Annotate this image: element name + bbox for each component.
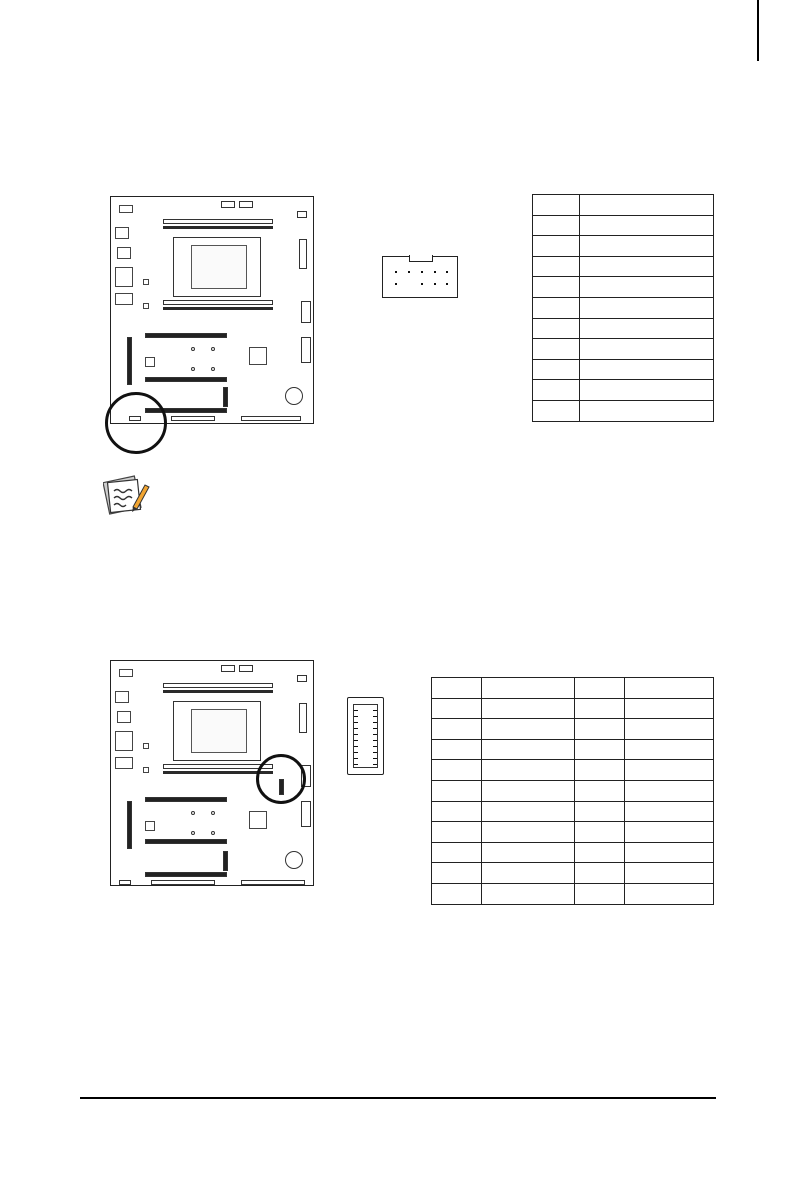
io-port (115, 757, 133, 769)
pin-number-cell (432, 698, 482, 719)
pin-definition-cell (580, 380, 714, 401)
highlight-circle-2 (256, 754, 306, 804)
pin (373, 716, 377, 717)
io-port (115, 731, 133, 751)
table-row (533, 339, 714, 360)
pin-definition-cell (625, 719, 714, 740)
pin (373, 764, 377, 765)
component (145, 821, 155, 831)
pin (373, 746, 377, 747)
connector-2x5-diagram (382, 256, 458, 298)
power-header (221, 201, 235, 208)
pcie-slot (145, 377, 227, 382)
io-port (119, 205, 133, 213)
io-port (115, 267, 133, 287)
table-row (533, 297, 714, 318)
pin-definition-cell (482, 801, 575, 822)
pin (395, 271, 397, 273)
pin-definition-cell (580, 256, 714, 277)
front-headers (241, 416, 301, 421)
table-row (432, 822, 714, 843)
highlight-circle-1 (105, 392, 167, 454)
header (119, 880, 131, 885)
table-row (432, 863, 714, 884)
sata-connector (301, 337, 311, 363)
pin-number-cell (575, 760, 625, 781)
io-port (119, 669, 133, 677)
table-row (432, 719, 714, 740)
pin (434, 283, 436, 285)
pin-number-cell (575, 842, 625, 863)
table-row (432, 801, 714, 822)
pin (354, 728, 358, 729)
pin (373, 710, 377, 711)
table-row (533, 215, 714, 236)
atx-power-connector (299, 703, 307, 733)
pin-definition-table-1 (532, 194, 714, 422)
sata-connector (301, 301, 311, 323)
standoff (211, 367, 215, 371)
pin-number-cell (432, 780, 482, 801)
component (143, 767, 149, 773)
pin-definition-cell (625, 698, 714, 719)
pin (421, 271, 423, 273)
m2-slot (127, 801, 132, 849)
pin-definition-cell (580, 215, 714, 236)
pin-definition-cell (580, 359, 714, 380)
dimm-slot (163, 764, 273, 769)
table-row (533, 256, 714, 277)
pin (446, 283, 448, 285)
note-pencil-icon (103, 473, 151, 517)
pin-definition-cell (482, 883, 575, 904)
m2-slot (223, 387, 228, 407)
pin (421, 283, 423, 285)
standoff (211, 347, 215, 351)
atx-power-connector (299, 239, 307, 269)
standoff (191, 831, 195, 835)
pin-number-cell (575, 698, 625, 719)
standoff (191, 367, 195, 371)
pin-definition-cell (625, 739, 714, 760)
pin-definition-cell (625, 842, 714, 863)
power-header (239, 665, 253, 672)
pin-definition-cell (482, 863, 575, 884)
component (145, 357, 155, 367)
pin-number-cell (575, 739, 625, 760)
pin-definition-cell (625, 801, 714, 822)
pin-number-cell (432, 842, 482, 863)
pin-number-cell (432, 739, 482, 760)
pin-number-cell (533, 400, 580, 421)
standoff (211, 831, 215, 835)
standoff (191, 347, 195, 351)
pin-number-cell (533, 256, 580, 277)
pin-number-cell (533, 277, 580, 298)
pin-definition-cell (580, 297, 714, 318)
table-row (432, 698, 714, 719)
pcie-slot (145, 333, 227, 338)
pin (373, 740, 377, 741)
power-header (221, 665, 235, 672)
pin-number-cell (575, 678, 625, 699)
pin (395, 283, 397, 285)
motherboard-diagram-1 (110, 196, 314, 424)
pin-number-cell (533, 339, 580, 360)
pin-number-cell (432, 678, 482, 699)
table-row (533, 195, 714, 216)
pin-number-cell (575, 883, 625, 904)
chipset (249, 811, 267, 829)
io-port (117, 711, 131, 723)
pin (354, 710, 358, 711)
pin-definition-cell (482, 739, 575, 760)
pin-definition-cell (625, 822, 714, 843)
pin (373, 722, 377, 723)
pin-number-cell (432, 883, 482, 904)
pin-number-cell (533, 318, 580, 339)
front-headers (241, 880, 305, 885)
pin (446, 271, 448, 273)
table-row (432, 678, 714, 699)
pin-number-cell (575, 822, 625, 843)
pin-definition-cell (625, 760, 714, 781)
pin (408, 271, 410, 273)
pin-definition-table-2 (431, 677, 714, 905)
io-port (115, 293, 133, 305)
pin-number-cell (533, 195, 580, 216)
io-port (117, 247, 131, 259)
pin (354, 746, 358, 747)
table-row (432, 780, 714, 801)
pin (434, 271, 436, 273)
pin (373, 734, 377, 735)
pin (354, 734, 358, 735)
pcie-slot (145, 872, 227, 877)
pin-definition-cell (625, 780, 714, 801)
sata-connector (301, 801, 311, 827)
pin-definition-cell (580, 236, 714, 257)
pin-number-cell (432, 719, 482, 740)
table-row (432, 760, 714, 781)
standoff (211, 811, 215, 815)
pin-number-cell (533, 380, 580, 401)
footer-rule (80, 1097, 716, 1099)
table-row (432, 883, 714, 904)
dimm-slot (163, 219, 273, 224)
pin-number-cell (575, 863, 625, 884)
pin-definition-cell (625, 883, 714, 904)
pcie-slot (145, 839, 227, 844)
pin-definition-cell (482, 698, 575, 719)
pin (354, 752, 358, 753)
cpu-socket-inner (191, 709, 247, 753)
chipset (249, 347, 267, 365)
dimm-slot (163, 683, 273, 688)
pin (354, 758, 358, 759)
table-row (533, 277, 714, 298)
front-headers (151, 880, 215, 885)
table-row (432, 842, 714, 863)
pin (354, 716, 358, 717)
pin-number-cell (533, 236, 580, 257)
pin-definition-cell (625, 678, 714, 699)
component (143, 303, 149, 309)
m2-slot (223, 851, 228, 871)
battery (285, 851, 303, 869)
pin (354, 722, 358, 723)
m2-slot (127, 337, 132, 385)
pin (373, 758, 377, 759)
power-header (239, 201, 253, 208)
pin (373, 728, 377, 729)
pin-number-cell (533, 215, 580, 236)
standoff (191, 811, 195, 815)
pin-number-cell (575, 719, 625, 740)
pin-definition-cell (580, 195, 714, 216)
chapter-edge-rule (757, 0, 759, 61)
component (143, 279, 149, 285)
component (143, 743, 149, 749)
table-row (533, 380, 714, 401)
table-row (432, 739, 714, 760)
pin (354, 740, 358, 741)
pin-number-cell (575, 780, 625, 801)
pin-definition-cell (482, 719, 575, 740)
pin-definition-cell (482, 760, 575, 781)
connector-vertical-diagram (347, 697, 384, 775)
pin-number-cell (575, 801, 625, 822)
table-row (533, 400, 714, 421)
pin-number-cell (432, 822, 482, 843)
dimm-slot (163, 307, 273, 310)
header (297, 211, 307, 218)
pin-number-cell (533, 297, 580, 318)
pin-definition-cell (482, 678, 575, 699)
pin-number-cell (432, 760, 482, 781)
table-row (533, 318, 714, 339)
pin-number-cell (432, 801, 482, 822)
front-headers (171, 416, 215, 421)
pin-definition-cell (580, 339, 714, 360)
table-row (533, 236, 714, 257)
pin-definition-cell (482, 780, 575, 801)
io-port (115, 227, 129, 239)
dimm-slot (163, 226, 273, 229)
cpu-socket-inner (191, 245, 247, 289)
pcie-slot (145, 797, 227, 802)
pin (354, 764, 358, 765)
pin-definition-cell (580, 277, 714, 298)
pin-definition-cell (580, 400, 714, 421)
pin-number-cell (432, 863, 482, 884)
pin-definition-cell (625, 863, 714, 884)
header (297, 675, 307, 682)
pin-number-cell (533, 359, 580, 380)
io-port (115, 691, 129, 703)
pin-definition-cell (580, 318, 714, 339)
dimm-slot (163, 300, 273, 305)
pin (373, 752, 377, 753)
dimm-slot (163, 690, 273, 693)
battery (285, 387, 303, 405)
connector-key-notch (409, 255, 433, 262)
table-row (533, 359, 714, 380)
pin-definition-cell (482, 842, 575, 863)
pin-definition-cell (482, 822, 575, 843)
